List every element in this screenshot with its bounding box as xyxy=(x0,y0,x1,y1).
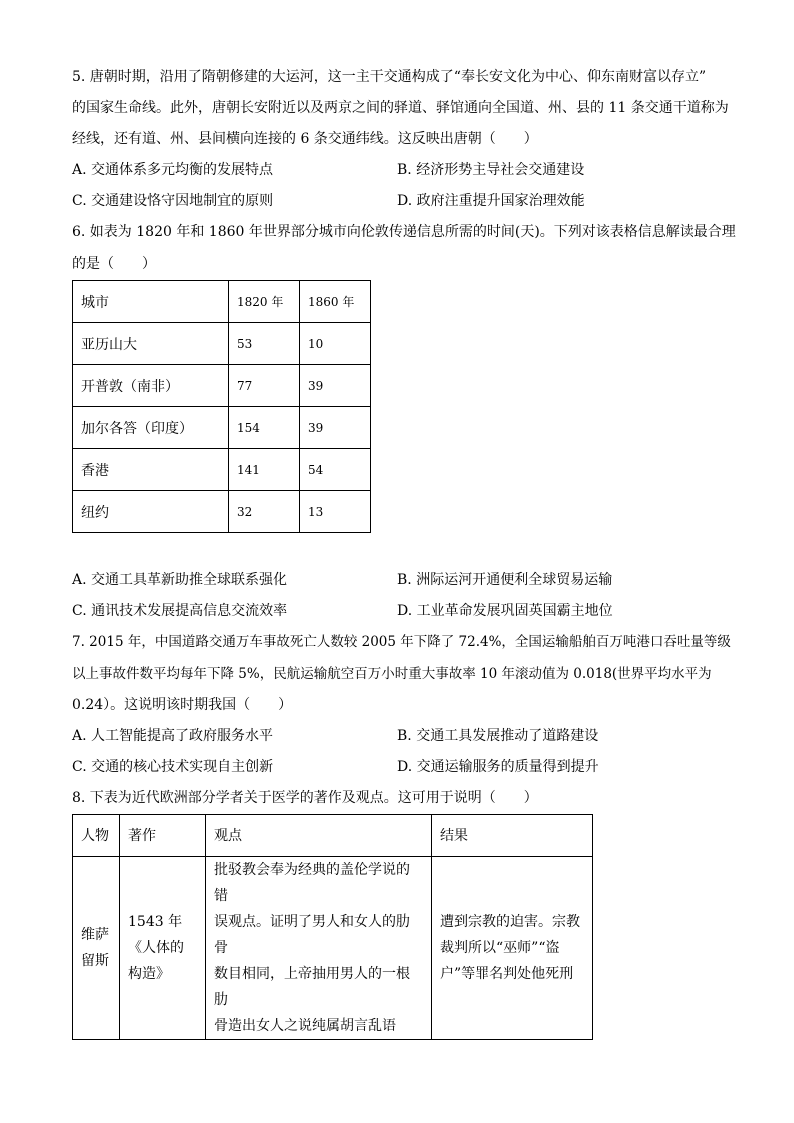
q6-option-d: D. 工业革命发展巩固英国霸主地位 xyxy=(397,603,613,619)
table-header-cell: 结果 xyxy=(432,815,593,857)
q5-option-c: C. 交通建设恪守因地制宜的原则 xyxy=(72,193,274,209)
cell-line: 构造》 xyxy=(128,966,170,982)
table-cell: 10 xyxy=(300,323,371,365)
q5-stem-line3: 经线，还有道、州、县间横向连接的 6 条交通纬线。这反映出唐朝（ ） xyxy=(72,131,538,147)
table-cell: 香港 xyxy=(73,449,229,491)
table-row xyxy=(73,449,371,491)
q6-stem-line2: 的是（ ） xyxy=(72,256,156,272)
table-header-cell: 观点 xyxy=(206,815,432,857)
cell-line: 数目相同，上帝抽用男人的一根肋 xyxy=(214,966,410,1008)
cell-line: 遭到宗教的迫害。宗教 xyxy=(440,914,580,930)
table-cell: 亚历山大 xyxy=(73,323,229,365)
table-header-row xyxy=(73,281,371,323)
table-header-cell: 1860 年 xyxy=(300,281,371,323)
table-row xyxy=(73,323,371,365)
table-header-cell: 1820 年 xyxy=(229,281,300,323)
table-cell: 54 xyxy=(300,449,371,491)
view-cell xyxy=(206,857,432,1040)
q6-stem-line1: 6. 如表为 1820 年和 1860 年世界部分城市向伦敦传递信息所需的时间(天)。下列对该表格信息解读最合理 xyxy=(72,224,736,240)
cell-line: 《人体的 xyxy=(128,940,184,956)
result-cell xyxy=(432,857,593,1040)
table-cell: 141 xyxy=(229,449,300,491)
cell-line: 骨造出女人之说纯属胡言乱语 xyxy=(214,1018,396,1034)
q5-option-a: A. 交通体系多元均衡的发展特点 xyxy=(72,162,274,178)
q6-option-a: A. 交通工具革新助推全球联系强化 xyxy=(72,572,288,588)
table-header-cell: 人物 xyxy=(73,815,120,857)
q7-option-c: C. 交通的核心技术实现自主创新 xyxy=(72,759,274,775)
q8-table xyxy=(72,814,593,1040)
table-cell: 77 xyxy=(229,365,300,407)
q6-option-b: B. 洲际运河开通便利全球贸易运输 xyxy=(397,572,613,588)
cell-line: 批驳教会奉为经典的盖伦学说的错 xyxy=(214,862,410,904)
table-row xyxy=(73,491,371,533)
table-cell: 154 xyxy=(229,407,300,449)
table-cell: 开普敦（南非） xyxy=(73,365,229,407)
table-cell: 32 xyxy=(229,491,300,533)
table-header-cell: 著作 xyxy=(120,815,206,857)
q5-option-b: B. 经济形势主导社会交通建设 xyxy=(397,162,585,178)
cell-line: 维萨 xyxy=(81,927,109,943)
cell-line: 留斯 xyxy=(81,953,109,969)
q6-option-c: C. 通讯技术发展提高信息交流效率 xyxy=(72,603,288,619)
q7-option-d: D. 交通运输服务的质量得到提升 xyxy=(397,759,599,775)
person-cell xyxy=(73,857,120,1040)
table-cell: 39 xyxy=(300,365,371,407)
table-cell: 53 xyxy=(229,323,300,365)
work-cell xyxy=(120,857,206,1040)
table-header-cell: 城市 xyxy=(73,281,229,323)
q7-stem-line2: 以上事故件数平均每年下降 5%，民航运输航空百万小时重大事故率 10 年滚动值为 0.018(世界平均水平为 xyxy=(72,666,712,682)
table-cell: 加尔各答（印度） xyxy=(73,407,229,449)
table-cell: 纽约 xyxy=(73,491,229,533)
cell-line: 误观点。证明了男人和女人的肋骨 xyxy=(214,914,410,956)
table-row xyxy=(73,365,371,407)
table-header-row xyxy=(73,815,593,857)
q7-option-a: A. 人工智能提高了政府服务水平 xyxy=(72,728,274,744)
q5-stem-line2: 的国家生命线。此外，唐朝长安附近以及两京之间的驿道、驿馆通向全国道、州、县的 11 条交通干道称为 xyxy=(72,100,729,116)
q5-stem-line1: 5. 唐朝时期，沿用了隋朝修建的大运河，这一主干交通构成了“奉长安文化为中心、仰东南财富以存立” xyxy=(72,69,707,85)
q7-stem-line1: 7. 2015 年，中国道路交通万车事故死亡人数较 2005 年下降了 72.4%，全国运输船舶百万吨港口吞吐量等级 xyxy=(72,634,731,650)
cell-line: 1543 年 xyxy=(128,914,183,930)
table-row xyxy=(73,407,371,449)
q6-table xyxy=(72,280,371,533)
table-cell: 13 xyxy=(300,491,371,533)
q8-stem-line1: 8. 下表为近代欧洲部分学者关于医学的著作及观点。这可用于说明（ ） xyxy=(72,790,538,806)
cell-line: 裁判所以“巫师”“盗 xyxy=(440,940,560,956)
q7-stem-line3: 0.24）。这说明该时期我国（ ） xyxy=(72,697,293,713)
q7-option-b: B. 交通工具发展推动了道路建设 xyxy=(397,728,599,744)
q5-option-d: D. 政府注重提升国家治理效能 xyxy=(397,193,585,209)
table-row xyxy=(73,857,593,1040)
cell-line: 户”等罪名判处他死刑 xyxy=(440,966,574,982)
table-cell: 39 xyxy=(300,407,371,449)
